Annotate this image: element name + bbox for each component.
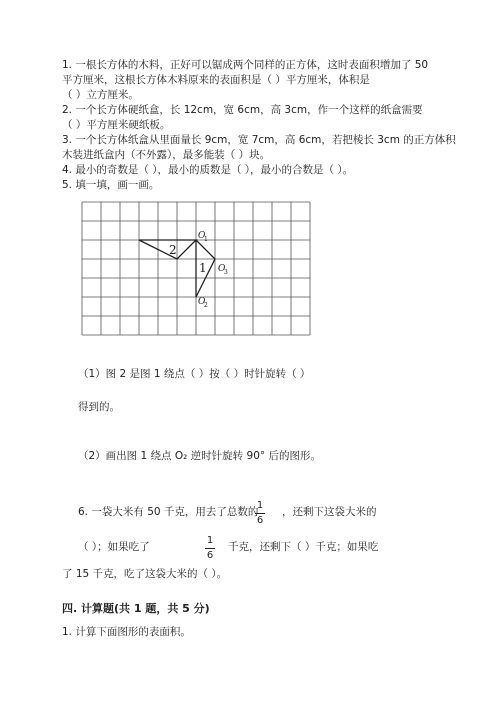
q5-part1-line-2: 得到的。 — [78, 401, 120, 413]
q1-line-2: 平方厘米，这根长方体木料原来的表面积是（ ）平方厘米，体积是 — [62, 74, 370, 86]
q1-line-3: （ ）立方厘米。 — [62, 89, 139, 101]
fraction-bar — [205, 548, 215, 549]
point-o2-subscript: 2 — [204, 302, 208, 309]
point-o2-label: O — [198, 297, 206, 307]
q1-line-1: 1. 一根长方体的木料，正好可以锯成两个同样的正方体，这时表面积增加了 50 — [62, 59, 429, 71]
q4-line: 4. 最小的奇数是（ ），最小的质数是（ ），最小的合数是（ ）。 — [62, 164, 354, 176]
fraction-numerator: 1 — [256, 500, 264, 511]
fraction-bar — [255, 513, 265, 514]
q6-line-2a: （ ）；如果吃了 — [78, 541, 150, 553]
fraction-numerator: 1 — [206, 535, 214, 546]
q6-line-1b: ，还剩下这袋大米的 — [282, 506, 377, 518]
figure-2-label: 2 — [169, 243, 177, 257]
rotation-grid-figure — [80, 200, 320, 340]
q5-line: 5. 填一填，画一画。 — [62, 179, 160, 191]
section-4-title: 四. 计算题(共 1 题，共 5 分) — [62, 602, 210, 615]
q6-line-3: 了 15 千克，吃了这袋大米的（ ）。 — [62, 568, 228, 580]
fraction-denominator: 6 — [206, 550, 214, 561]
point-o1-label: O — [198, 231, 206, 241]
figure-1-label: 1 — [199, 261, 207, 275]
q6-fraction-one-sixth-a — [253, 500, 267, 527]
q6-line-2b: 千克，还剩下（ ）千克；如果吃 — [228, 541, 379, 553]
q6-line-1a: 6. 一袋大米有 50 千克，用去了总数的 — [78, 506, 259, 518]
q6-fraction-one-sixth-b — [203, 535, 217, 562]
q2-line-2: （ ）平方厘米硬纸板。 — [62, 119, 171, 131]
q3-line-1: 3. 一个长方体纸盒从里面量长 9cm，宽 7cm，高 6cm，若把棱长 3cm 的正方体积 — [62, 134, 456, 146]
q3-line-2: 木装进纸盒内（不外露），最多能装（ ）块。 — [62, 149, 271, 161]
point-o3-subscript: 3 — [224, 269, 228, 276]
q5-part1-line-1: （1）图 2 是图 1 绕点（ ）按（ ）时针旋转（ ） — [78, 368, 311, 380]
point-o1-subscript: 1 — [204, 236, 208, 243]
point-o3-label: O — [218, 264, 226, 274]
calc-q1: 1. 计算下面图形的表面积。 — [62, 626, 191, 638]
q2-line-1: 2. 一个长方体硬纸盒，长 12cm，宽 6cm，高 3cm，作一个这样的纸盒需要 — [62, 104, 423, 116]
q5-part2-line: （2）画出图 1 绕点 O₂ 逆时针旋转 90° 后的图形。 — [78, 450, 321, 462]
figure-2-triangle — [139, 240, 196, 259]
fraction-denominator: 6 — [256, 515, 264, 526]
